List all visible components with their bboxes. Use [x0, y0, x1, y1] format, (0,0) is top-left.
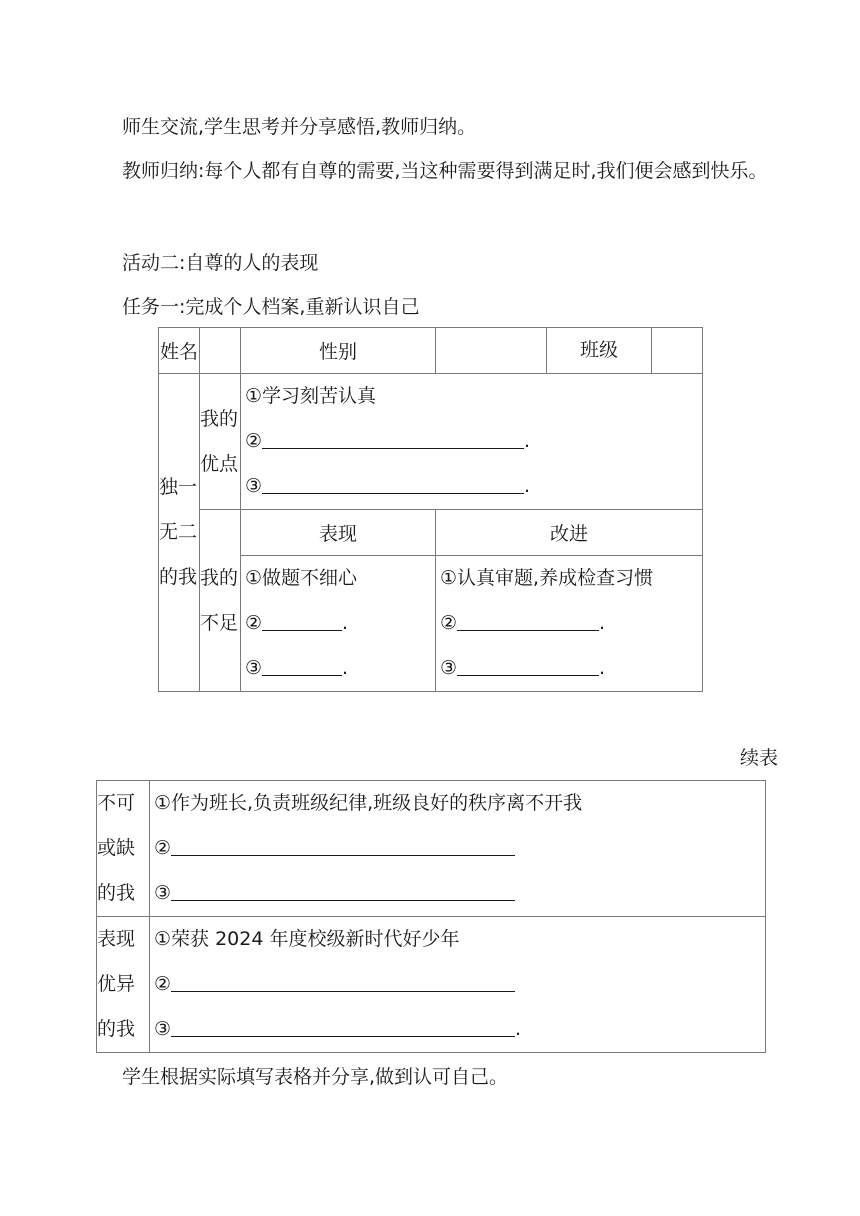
blank-line[interactable]	[457, 655, 599, 676]
strengths-label: 我的优点	[200, 374, 241, 510]
blank-line[interactable]	[262, 610, 342, 631]
continued-label: 续表	[739, 747, 778, 769]
continued-table	[96, 780, 766, 1053]
blank-line[interactable]	[457, 610, 599, 631]
unique-me-label: 独一无二的我	[159, 374, 200, 692]
improve-list	[436, 556, 703, 692]
improve-header: 改进	[436, 510, 703, 556]
improve-item: ③ .	[440, 657, 606, 679]
perform-header: 表现	[241, 510, 436, 556]
class-group	[547, 328, 703, 374]
weakness-label: 我的不足	[200, 510, 241, 692]
improve-item: ①认真审题,养成检查习惯	[440, 567, 654, 589]
excellent-label: 表现优异的我	[97, 917, 150, 1053]
indispensable-item: ①作为班长,负责班级纪律,班级良好的秩序离不开我	[154, 792, 583, 814]
perform-item: ② .	[245, 612, 349, 634]
gender-cell[interactable]	[436, 328, 547, 374]
gender-label: 性别	[241, 328, 436, 374]
strength-item: ② .	[245, 430, 531, 452]
task-heading: 任务一:完成个人档案,重新认识自己	[122, 296, 420, 318]
blank-line[interactable]	[262, 655, 342, 676]
perform-item: ③ .	[245, 657, 349, 679]
paragraph-1: 师生交流,学生思考并分享感悟,教师归纳。	[122, 116, 477, 138]
indispensable-item: ③	[154, 871, 765, 916]
blank-line[interactable]	[171, 971, 515, 992]
paragraph-2: 教师归纳:每个人都有自尊的需要,当这种需要得到满足时,我们便会感到快乐。	[122, 160, 768, 182]
class-label: 班级	[547, 328, 652, 373]
blank-line[interactable]	[262, 473, 524, 494]
excellent-item: ①荣获 2024 年度校级新时代好少年	[154, 928, 460, 950]
name-cell[interactable]	[200, 328, 241, 374]
blank-line[interactable]	[171, 880, 515, 901]
closing-paragraph: 学生根据实际填写表格并分享,做到认可自己。	[122, 1066, 509, 1088]
indispensable-list	[150, 781, 766, 917]
excellent-list	[150, 917, 766, 1053]
perform-list	[241, 556, 436, 692]
excellent-item: ②	[154, 962, 765, 1007]
indispensable-item: ②	[154, 826, 765, 871]
indispensable-label: 不可或缺的我	[97, 781, 150, 917]
blank-line[interactable]	[171, 1016, 515, 1037]
strength-item: ①学习刻苦认真	[245, 385, 377, 407]
blank-line[interactable]	[262, 428, 524, 449]
excellent-item: ③ .	[154, 1018, 522, 1040]
blank-line[interactable]	[171, 835, 515, 856]
name-label: 姓名	[159, 328, 200, 374]
strength-item: ③ .	[245, 475, 531, 497]
strengths-list	[241, 374, 703, 510]
improve-item: ② .	[440, 612, 606, 634]
perform-item: ①做题不细心	[245, 567, 358, 589]
activity-heading: 活动二:自尊的人的表现	[122, 252, 319, 274]
profile-table	[158, 327, 703, 692]
